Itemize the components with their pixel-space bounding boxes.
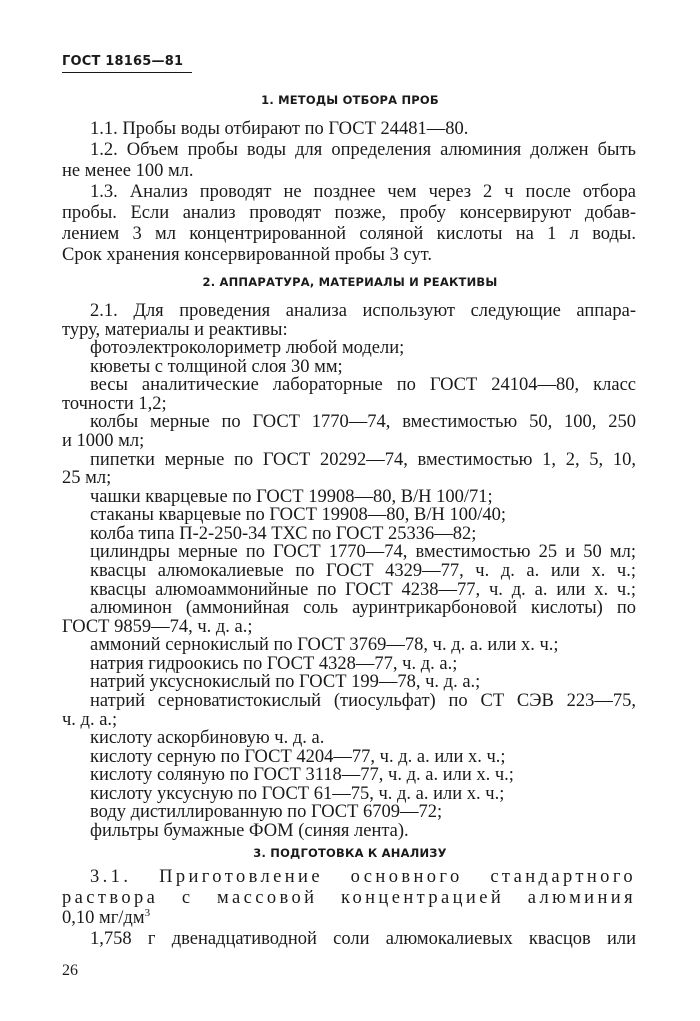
text-line: 25 мл; bbox=[62, 468, 112, 489]
text-line: кислоту серную по ГОСТ 4204—77, ч. д. а. или х. ч.; bbox=[90, 746, 506, 767]
text-line: цилиндры мерные по ГОСТ 1770—74, вместимостью 25 и 50 мл; bbox=[90, 542, 636, 563]
text-line: алюминон (аммонийная соль ауринтрикарбоновой кислоты) по bbox=[90, 598, 636, 619]
text-line: колба типа П-2-250-34 ТХС по ГОСТ 25336—82; bbox=[90, 523, 477, 544]
text-line: туру, материалы и реактивы: bbox=[62, 319, 288, 340]
text-line: стаканы кварцевые по ГОСТ 19908—80, В/Н 100/40; bbox=[90, 505, 507, 526]
running-head: ГОСТ 18165—81 bbox=[62, 54, 184, 69]
text-line: ч. д. а.; bbox=[62, 709, 118, 730]
unit-text: 0,10 мг/дм bbox=[62, 908, 145, 928]
text-line: воду дистиллированную по ГОСТ 6709—72; bbox=[90, 802, 443, 823]
section-heading-3: 3. ПОДГОТОВКА К АНАЛИЗУ bbox=[253, 846, 447, 860]
section-heading-2: 2. АППАРАТУРА, МАТЕРИАЛЫ И РЕАКТИВЫ bbox=[202, 275, 498, 289]
text-line: 1.2. Объем пробы воды для определения алюминия должен быть bbox=[90, 140, 636, 160]
text-line: ГОСТ 9859—74, ч. д. а.; bbox=[62, 616, 253, 637]
text-line: 1.1. Пробы воды отбирают по ГОСТ 24481—80. bbox=[90, 119, 469, 139]
text-line: 3.1. Приготовление основного стандартного bbox=[90, 867, 636, 887]
text-line: чашки кварцевые по ГОСТ 19908—80, В/Н 100/71; bbox=[90, 486, 493, 507]
text-line: лением 3 мл концентрированной соляной кислоты на 1 л воды. bbox=[62, 224, 636, 244]
text-line: 2.1. Для проведения анализа используют следующие аппара- bbox=[90, 301, 636, 321]
text-line: кюветы с толщиной слоя 30 мм; bbox=[90, 356, 343, 377]
text-line: Срок хранения консервированной пробы 3 сут. bbox=[62, 245, 432, 265]
text-line: квасцы алюмоаммонийные по ГОСТ 4238—77, ч. д. а. или х. ч.; bbox=[90, 579, 636, 600]
text-line: 1,758 г двенадцативодной соли алюмокалиевых квасцов или bbox=[90, 929, 636, 949]
text-line: весы аналитические лабораторные по ГОСТ 24104—80, класс bbox=[90, 375, 636, 396]
text-line bbox=[62, 907, 150, 929]
text-line: кислоту соляную по ГОСТ 3118—77, ч. д. а. или х. ч.; bbox=[90, 765, 514, 786]
text-line: кислоту аскорбиновую ч. д. а. bbox=[90, 728, 325, 749]
text-line: пробы. Если анализ проводят позже, пробу консервируют добав- bbox=[62, 203, 636, 223]
text-line: точности 1,2; bbox=[62, 393, 167, 414]
text-line: и 1000 мл; bbox=[62, 431, 145, 451]
page-number: 26 bbox=[62, 962, 78, 979]
section-heading-1: 1. МЕТОДЫ ОТБОРА ПРОБ bbox=[261, 93, 439, 107]
text-line: натрий серноватистокислый (тиосульфат) по СТ СЭВ 223—75, bbox=[90, 691, 636, 711]
unit-superscript: 3 bbox=[144, 907, 151, 919]
text-line: пипетки мерные по ГОСТ 20292—74, вместимостью 1, 2, 5, 10, bbox=[90, 449, 636, 470]
text-line: раствора с массовой концентрацией алюминия bbox=[62, 888, 636, 908]
text-line: 1.3. Анализ проводят не позднее чем через 2 ч после отбора bbox=[90, 182, 636, 202]
text-line: фотоэлектроколориметр любой модели; bbox=[90, 338, 405, 359]
text-line: натрий уксуснокислый по ГОСТ 199—78, ч. д. а.; bbox=[90, 672, 481, 693]
text-line: натрия гидроокись по ГОСТ 4328—77, ч. д. а.; bbox=[90, 653, 458, 674]
text-line: фильтры бумажные ФОМ (синяя лента). bbox=[90, 821, 409, 841]
text-line: кислоту уксусную по ГОСТ 61—75, ч. д. а. или х. ч.; bbox=[90, 783, 505, 804]
text-line: аммоний сернокислый по ГОСТ 3769—78, ч. д. а. или х. ч.; bbox=[90, 635, 559, 656]
text-line: колбы мерные по ГОСТ 1770—74, вместимостью 50, 100, 250 bbox=[90, 412, 636, 433]
running-head-rule bbox=[62, 72, 192, 73]
text-line: не менее 100 мл. bbox=[62, 161, 194, 181]
text-line: квасцы алюмокалиевые по ГОСТ 4329—77, ч. д. а. или х. ч.; bbox=[90, 561, 636, 581]
